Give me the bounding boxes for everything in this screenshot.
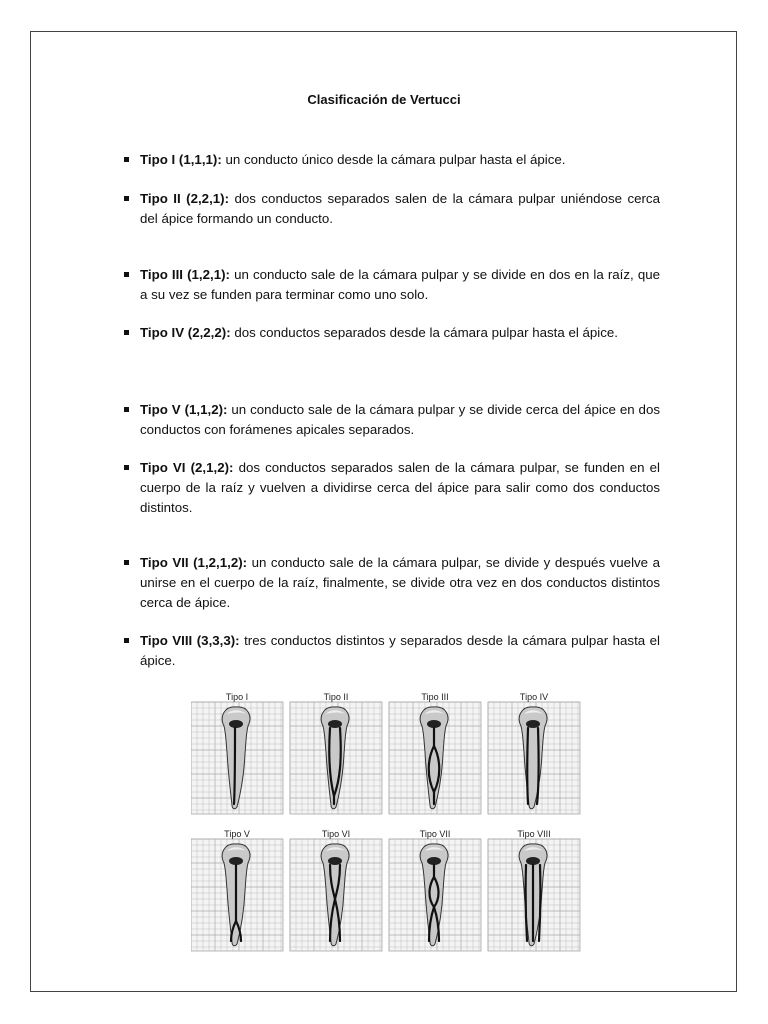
type-description: un conducto sale de la cámara pulpar y se divide en dos en la raíz, que a su vez se funden para terminar como uno solo. [140,267,661,302]
tooth-panel-label: Tipo V [224,829,250,839]
type-description: un conducto sale de la cámara pulpar, se divide y después vuelve a unirse en el cuerpo de la raíz, finalmente, se divide otra vez en dos conductos distintos cerca de ápice. [140,555,660,610]
pulp-chamber [229,857,243,865]
type-item [140,323,660,343]
tooth-panel-label: Tipo II [323,692,349,702]
bullet-icon [124,272,129,277]
pulp-chamber [427,857,441,865]
type-label: Tipo V (1,1,2): [140,402,228,417]
bullet-icon [124,330,129,335]
type-label: Tipo IV (2,2,2): [140,325,231,340]
type-item [140,265,660,305]
tooth-panel-label: Tipo IV [519,692,549,702]
type-item [140,553,660,613]
type-label: Tipo I (1,1,1): [140,152,222,167]
type-description: tres conductos distintos y separados desde la cámara pulpar hasta el ápice. [140,633,660,668]
tooth-panel [488,692,580,814]
bullet-icon [124,465,129,470]
type-description: un conducto único desde la cámara pulpar hasta el ápice. [221,152,566,167]
type-label: Tipo VII (1,2,1,2): [140,555,248,570]
tooth-panel-label: Tipo VIII [517,829,551,839]
pulp-chamber [328,857,342,865]
type-description: dos conductos separados salen de la cámara pulpar uniéndose cerca del ápice formando un conducto. [140,191,660,226]
pulp-chamber [526,720,540,728]
bullet-icon [124,560,129,565]
type-item [140,458,660,518]
type-item [140,400,660,440]
type-description: un conducto sale de la cámara pulpar y se divide cerca del ápice en dos conductos con forámenes apicales separados. [140,402,661,437]
tooth-panel [290,692,382,814]
type-item [140,150,660,170]
tooth-panel-label: Tipo VII [419,829,451,839]
tooth-panel-label: Tipo III [421,692,449,702]
type-description: dos conductos separados salen de la cámara pulpar, se funden en el cuerpo de la raíz y vuelven a dividirse cerca del ápice para salir como dos conductos distintos. [140,460,660,515]
type-label: Tipo II (2,2,1): [140,191,230,206]
type-item [140,189,660,229]
tooth-panel [389,692,481,814]
tooth-panel-label: Tipo I [225,692,249,702]
bullet-icon [124,407,129,412]
tooth-panel [191,829,283,951]
tooth-panel [389,829,481,951]
type-label: Tipo VI (2,1,2): [140,460,234,475]
vertucci-figure-graphic [191,690,585,952]
document-title: Clasificación de Vertucci [307,92,461,107]
pulp-chamber [526,857,540,865]
tooth-panel [488,829,580,951]
root-canal [234,728,235,804]
bullet-icon [124,157,129,162]
tooth-panel [290,829,382,951]
pulp-chamber [328,720,342,728]
type-item [140,631,660,671]
root-canal [527,728,528,804]
vertucci-figure [191,690,585,952]
tooth-panel-label: Tipo VI [321,829,351,839]
tooth-panel [191,692,283,814]
bullet-icon [124,196,129,201]
type-label: Tipo III (1,2,1): [140,267,230,282]
pulp-chamber [229,720,243,728]
pulp-chamber [427,720,441,728]
type-label: Tipo VIII (3,3,3): [140,633,240,648]
type-description: dos conductos separados desde la cámara pulpar hasta el ápice. [230,325,618,340]
bullet-icon [124,638,129,643]
